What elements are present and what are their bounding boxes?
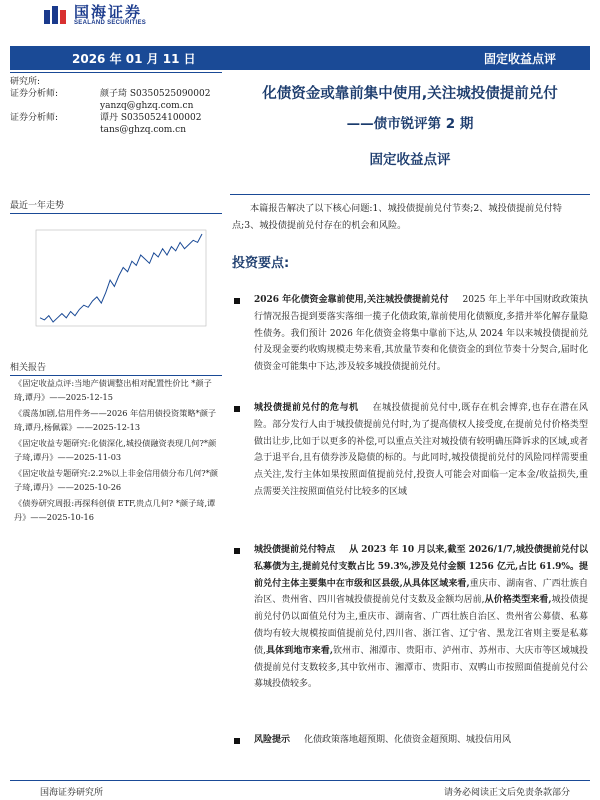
key-point-2 <box>234 400 588 501</box>
intro-paragraph: 本篇报告解决了以下核心问题:1、城投债提前兑付节奏;2、城投债提前兑付特点;3、城投债提前兑付存在的机会和风险。 <box>232 203 562 231</box>
analyst-row <box>10 88 222 100</box>
related-reports-list <box>14 376 218 526</box>
key-point-3 <box>234 542 588 693</box>
report-date: 2026 年 01 月 11 日 <box>72 52 196 66</box>
report-header-bar <box>10 46 590 70</box>
risk-warning-body: 化债政策落地超预期、化债资金超预期、城投信用风 <box>304 735 512 745</box>
bullet-square-icon <box>234 298 240 304</box>
brand-logo <box>44 4 146 26</box>
key-point-heading: 城投债提前兑付的危与机 <box>254 403 359 413</box>
trend-chart <box>22 222 212 342</box>
footer-institute: 国海证券研究所 <box>40 788 104 798</box>
key-point-1 <box>234 292 588 376</box>
risk-warning-heading: 风险提示 <box>254 735 291 745</box>
bullet-square-icon <box>234 406 240 412</box>
key-point-bold-text: 具体到地市来看, <box>265 645 333 656</box>
brand-mark-icon <box>44 4 68 26</box>
analyst-label: 证券分析师: <box>10 113 59 123</box>
report-category: 固定收益点评 <box>483 52 556 66</box>
bullet-square-icon <box>234 548 240 554</box>
related-report-item[interactable]: 《震荡加剧,信用件务——2026 年信用债投资策略*颜子琦,谭丹,杨佩霖》——2025-12-13 <box>14 408 217 432</box>
analyst-panel <box>10 72 222 136</box>
key-point-body: 2025 年上半年中国财政政策执行情况报告提到要落实落细一揽子化债政策,靠前使用化债额度,多措并举化解存量隐性债务。我们预计 2026 年化债资金将集中靠前下达,从 2024 年以来城投债提前兑付及现金要约收购规模走势来看,其放量节奏和化债资金的到位节奏十分契合,届时化债资金可能集中下达,涉及较多城投债提前兑付。 <box>254 295 588 373</box>
trend-heading: 最近一年走势 <box>10 198 222 214</box>
key-point-body: 城投债提前兑付仍以面值兑付为主,重庆市、湖南省、广西壮族自治区、贵州省公募债、私募债均有较大规模按面值提前兑付,四川省、浙江省、辽宁省、黑龙江省则主要是私募债, <box>254 595 588 656</box>
key-point-body: 在城投债提前兑付中,既存在机会博弈,也存在潜在风险。部分发行人由于城投债提前兑付时,为了提高债权人接受度,在提前兑付价格类型做出让步,比如于以更多的补偿,可以重点关注对城投债有较明确压降诉求的区域,或者急于退平台,且有债券涉及隐债的标的。与此同时,城投债提前兑付的风险同样需要重点关注,发行主体如果按照面值提前兑付,投资人可能会对面临一定本金/收益损失,重点需要关注按照面值兑付比较多的区域 <box>254 403 588 497</box>
related-report-item[interactable]: 《固定收益专题研究:化债深化,城投债融资表现几何?*颜子琦,谭丹》——2025-11-03 <box>14 438 217 462</box>
related-report-item[interactable]: 《固定收益点评:当地产债调整出相对配置性价比 *颜子琦,谭丹》——2025-12-15 <box>14 378 212 402</box>
report-subtitle: ——债市锐评第 2 期 <box>346 116 474 132</box>
trend-chart-svg <box>22 222 212 342</box>
risk-warning <box>234 732 588 749</box>
trend-series-line <box>40 234 202 322</box>
key-point-body: 钦州市、湘潭市、贵阳市、泸州市、苏州市、大庆市等区域城投债提前兑付支数较多,其中钦州市、湘潭市、贵阳市、双鸭山市按照面值提前兑付公募城投债较多。 <box>254 645 588 690</box>
analyst-row <box>10 112 222 124</box>
analyst-email: tans@ghzq.com.cn <box>100 125 187 135</box>
analyst-row <box>10 100 222 112</box>
title-divider <box>230 194 590 195</box>
analyst-label: 证券分析师: <box>10 89 59 99</box>
analyst-value: 颜子琦 S0350525090002 <box>100 89 211 99</box>
related-report-item[interactable]: 《债券研究周报:再探科创债 ETF,贵点几何? *颜子琦,谭丹》——2025-10-16 <box>14 498 216 522</box>
analyst-value: 谭丹 S0350524100002 <box>100 113 202 123</box>
analyst-label <box>10 100 100 112</box>
analyst-heading: 研究所: <box>10 77 41 87</box>
key-point-heading: 城投债提前兑付特点 <box>254 545 336 555</box>
analyst-label <box>10 124 100 136</box>
related-report-item[interactable]: 《固定收益专题研究:2.2%以上非金信用债分布几何?*颜子琦,谭丹》——2025-10-26 <box>14 468 218 492</box>
brand-name-en: SEALAND SECURITIES <box>74 20 147 26</box>
key-point-body: 重庆市、湖南省、广西壮族自治区、贵州省、四川省城投债提前兑付支数及金额均居前, <box>254 578 588 606</box>
analyst-email: yanzq@ghzq.com.cn <box>100 101 194 111</box>
chart-frame <box>36 230 206 326</box>
bullet-square-icon <box>234 738 240 744</box>
report-category-title: 固定收益点评 <box>369 152 451 168</box>
key-points-heading: 投资要点: <box>232 256 290 271</box>
report-title: 化债资金或靠前集中使用,关注城投债提前兑付 <box>262 86 558 102</box>
brand-name-cn: 国海证券 <box>74 3 143 21</box>
analyst-row <box>10 124 222 136</box>
page-footer <box>10 780 590 798</box>
key-point-heading: 2026 年化债资金靠前使用,关注城投债提前兑付 <box>254 295 449 305</box>
related-reports-heading: 相关报告 <box>10 360 222 376</box>
footer-disclaimer: 请务必阅读正文后免责条款部分 <box>443 788 570 798</box>
key-point-bold-text: 从 2023 年 10 月以来,截至 2026/1/7,城投债提前兑付以私募债为主,提前兑付支数占比 59.3%,涉及兑付金额 1256 亿元,占比 61.9%。提前兑付主体主要集中在市级和区县级,从具体区域来看, <box>254 545 588 589</box>
key-point-bold-text: 从价格类型来看, <box>484 595 552 606</box>
